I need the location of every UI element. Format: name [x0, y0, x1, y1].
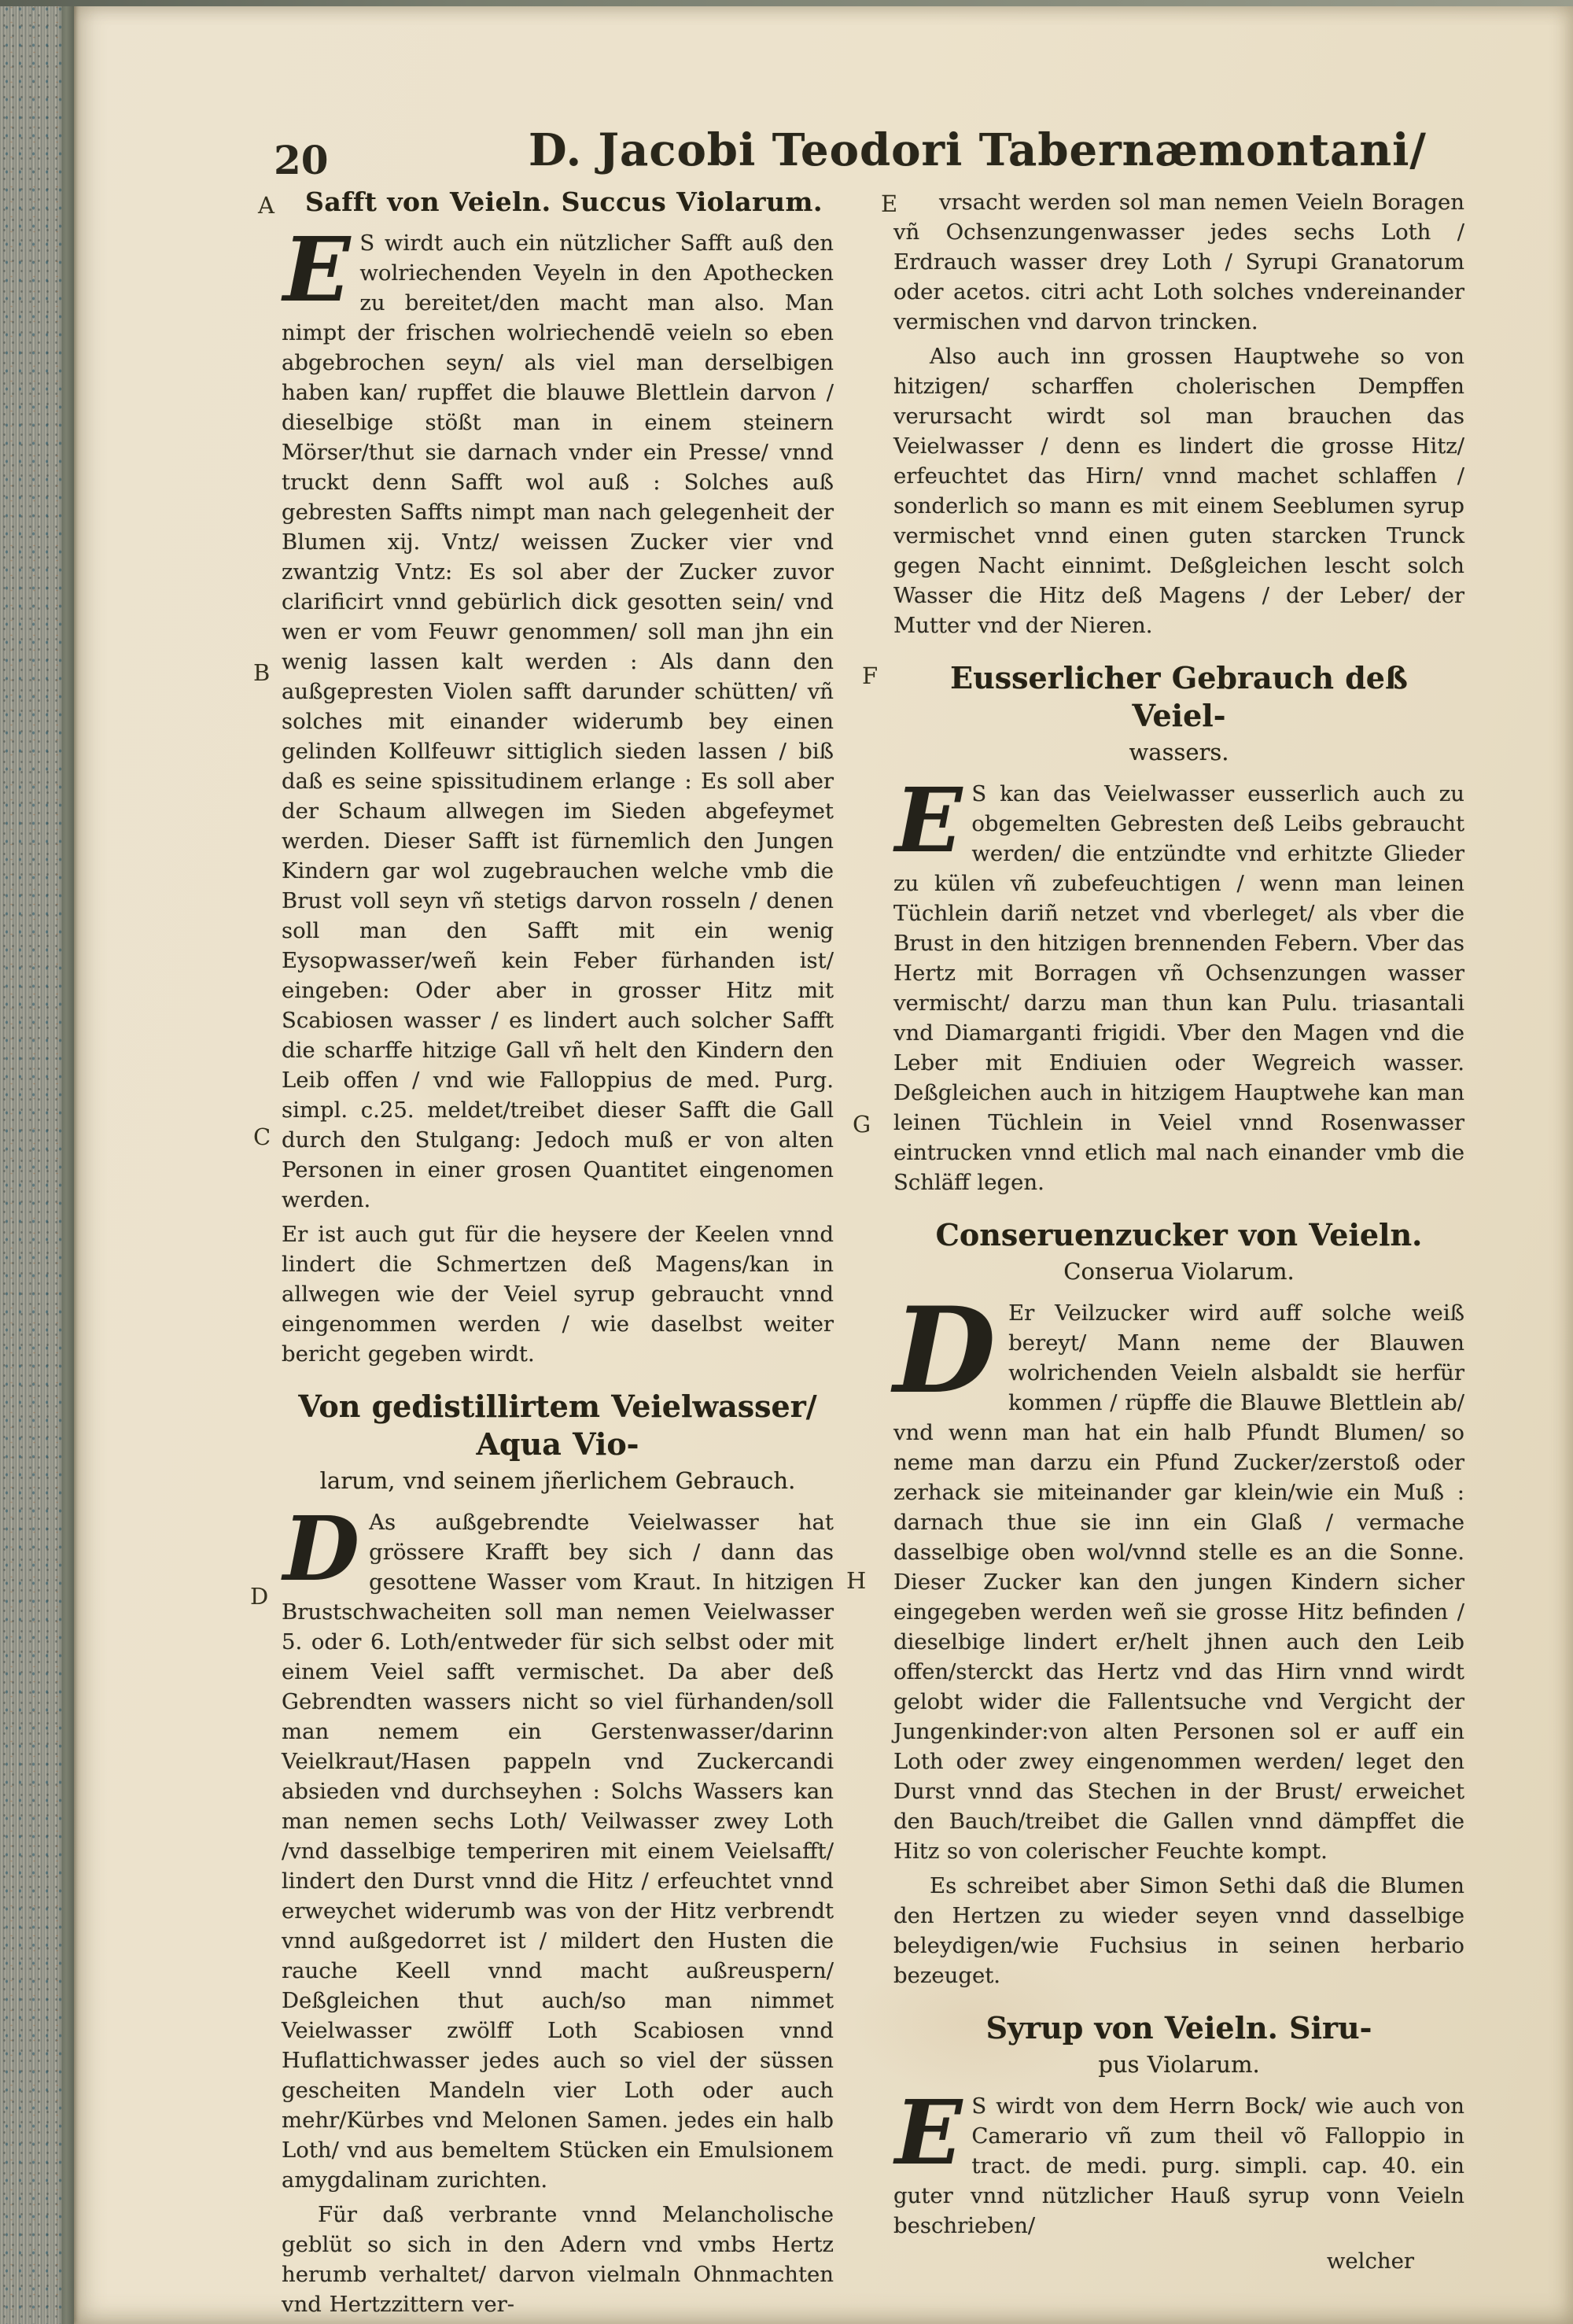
- paragraph-hauptwehe: Also auch inn grossen Hauptwehe so von hitzigen/ scharffen cholerischen Dempffen verursacht wirdt sol man brauchen das Veielwasser / denn es lindert die grosse Hitz/ erfeuchtet das Hirn/ vnnd machet schlaffen / sonderlich so mann es mit einem Seeblumen syrup vermischet vnnd einen guten starcken Trunck gegen Nacht einnimt. Deßgleichen lescht solch Wasser die Hitz deß Magens / der Leber/ der Mutter vnd der Nieren.: [893, 344, 1464, 638]
- margin-letter-h: H: [846, 1567, 867, 1594]
- left-column: [282, 187, 834, 2324]
- margin-letter-f: F: [862, 662, 879, 689]
- page-edge-line: [61, 0, 74, 2324]
- margin-letter-e: E: [881, 190, 898, 217]
- paragraph-continuation-boragen: vrsacht werden sol man nemen Veieln Boragen vñ Ochsenzungenwasser jedes sechs Loth / Erdrauch wasser drey Loth / Syrupi Granatorum oder acetos. citri acht Loth solches vndereinander vermischen vnd darvon trincken.: [893, 190, 1464, 334]
- paragraph-veielwasser: [282, 1498, 834, 2195]
- drop-cap-initial-e2: E: [895, 769, 963, 872]
- paragraph-melancholisch-gebluet: Für daß verbrante vnnd Melancholische geblüt so sich in den Adern vnd vmbs Hertz herumb verhaltet/ darvon vielmaln Ohnmachten vnd Hertzzittern ver-: [282, 2202, 834, 2317]
- margin-letter-a: A: [258, 192, 274, 219]
- paragraph-veielwasser-text: As außgebrendte Veielwasser hat grössere Krafft bey sich / dann das gesottene Wasser vom Kraut. In hitzigen Brustschwacheiten soll man nemen Veielwasser 5. oder 6. Loth/entweder für sich selbst oder mit einem Veiel safft vermischet. Da aber deß Gebrendten wassers nicht so viel fürhanden/soll man nemem ein Gerstenwasser/darinn Veielkraut/Hasen pappeln vnd Zuckercandi absieden vnd durchseyhen : Solchs Wassers kan man nemen sechs Loth/ Veilwasser zwey Loth /vnd dasselbige temperiren mit einem Veielsafft/ lindert den Durst vnnd die Hitz / erfeuchtet vnnd erweychet widerumb was von der Hitz verbrendt vnnd außgedorret ist / mildert den Husten die rauche Keell vnnd macht außreuspern/ Deßgleichen thut auch/so man nimmet Veielwasser zwölff Loth Scabiosen vnnd Huflattichwasser jedes auch so viel der süssen gescheiten Mandeln vier Loth oder auch mehr/Kürbes vnd Melonen Samen. jedes ein halb Loth/ vnd aus bemeltem Stücken ein Emulsionem amygdalinam zurichten.: [282, 1510, 834, 2193]
- section-heading-syrup-line1: Syrup von Veieln. Siru-: [985, 2010, 1372, 2045]
- section-heading-eusserlicher-gebrauch-line1: Eusserlicher Gebrauch deß Veiel-: [950, 660, 1408, 733]
- margin-letter-g: G: [853, 1111, 871, 1138]
- margin-letter-d: D: [250, 1583, 269, 1610]
- catchword: welcher: [1326, 2248, 1414, 2274]
- paragraph-eusserlicher-gebrauch: [893, 769, 1464, 1197]
- drop-cap-initial-e: E: [283, 219, 351, 322]
- paragraph-eusserlicher-gebrauch-text: S kan das Veielwasser eusserlich auch zu obgemelten Gebresten deß Leibs gebraucht werden/ die entzündte vnd erhitzte Glieder zu külen vñ zubefeuchtigen / wenn man leinen Tüchlein dariñ netzet vnd vberleget/ als vber die Brust in den hitzigen brennenden Febern. Vber das Hertz mit Borragen vñ Ochsenzungen wasser vermischt/ darzu man thun kan Pulu. triasantali vnd Diamarganti frigidi. Vber den Magen vnd die Leber mit Endiuien oder Wegreich wasser. Deßgleichen auch in hitzigem Hauptwehe kan man leinen Tüchlein in Veiel vnnd Rosenwasser eintrucken vnnd etlich mal nach einander vmb die Schläff legen.: [893, 781, 1464, 1195]
- paragraph-syrup: [893, 2082, 1464, 2241]
- margin-letter-c: C: [253, 1123, 271, 1150]
- paragraph-safft-recipe: [282, 219, 834, 1215]
- section-heading-veielwasser-line1: Von gedistillirtem Veielwasser/ Aqua Vio-: [298, 1389, 817, 1462]
- paragraph-syrup-text: S wirdt von dem Herrn Bock/ wie auch von Camerario vñ zum theil võ Falloppio in tract. de medi. purg. simpli. cap. 40. ein guter vnnd nützlicher Hauß syrup vonn Veieln beschrieben/: [893, 2093, 1464, 2238]
- paragraph-safft-recipe-text: S wirdt auch ein nützlicher Safft auß den wolriechenden Veyeln in den Apothecken zu bereitet/den macht man also. Man nimpt der frischen wolriechendē veieln so eben abgebrochen seyn/ als viel man derselbigen haben kan/ rupffet die blauwe Blettlein darvon / dieselbige stößt man in einem steinern Mörser/thut sie darnach vnder ein Presse/ vnnd truckt denn Safft wol auß : Solches auß gebresten Saffts nimpt man nach gelegenheit der Blumen xij. Vntz/ weissen Zucker vier vnd zwantzig Vntz: Es sol aber der Zucker zuvor clarificirt vnnd gebürlich dick gesotten sein/ vnd wen er vom Feuwr genommen/ soll man jhn ein wenig lassen kalt werden : Als dann den außgepresten Violen safft darunder schütten/ vñ solches mit einander widerumb bey einen gelinden Kollfeuwr sittiglich sieden lassen / biß daß es seine spissitudinem erlange : Es soll aber der Schaum allwegen im Sieden abgefeymet werden. Dieser Safft ist fürnemlich den Jungen Kindern gar wol zugebrauchen welche vmb die Brust voll seyn vñ stetigs darvon rosseln / denen soll man den Safft mit ein wenig Eysopwasser/weñ kein Feber fürhanden ist/ eingeben: Oder aber in grosser Hitz mit Scabiosen wasser / es lindert auch solcher Safft die scharffe hitzige Gall vñ helt den Kindern den Leib offen / vnd wie Falloppius de med. Purg. simpl. c.25. meldet/treibet dieser Safft die Gall durch den Stulgang: Jedoch muß er von alten Personen in einer grosen Quantitet eingenomen werden.: [282, 231, 834, 1212]
- paragraph-simon-sethi: Es schreibet aber Simon Sethi daß die Blumen den Hertzen zu wieder seyen vnnd dasselbige beleydigen/wie Fuchsius in seinen herbario bezeuget.: [893, 1873, 1464, 1988]
- margin-letter-b: B: [253, 659, 271, 686]
- section-heading-conseruenzucker-line1: Conseruenzucker von Veieln.: [935, 1217, 1423, 1252]
- drop-cap-initial-d: D: [283, 1498, 360, 1601]
- scan-top-edge: [0, 0, 1573, 6]
- paragraph-keelen-heysere: Er ist auch gut für die heysere der Keelen vnnd lindert die Schmertzen deß Magens/kan in allwegen wie der Veiel syrup gebraucht vnnd eingenommen werden / wie daselbst weiter bericht gegeben wirdt.: [282, 1222, 834, 1367]
- section-heading-eusserlicher-gebrauch-line2: wassers.: [1129, 739, 1229, 765]
- drop-cap-initial-e3: E: [895, 2082, 963, 2185]
- book-fore-edge-texture: [0, 0, 61, 2324]
- running-header: D. Jacobi Teodori Tabernæmontani/: [529, 124, 1427, 176]
- right-column: [893, 187, 1464, 2277]
- section-heading-veielwasser-line2: larum, vnd seinem jñerlichem Gebrauch.: [319, 1467, 796, 1494]
- section-heading-conseruenzucker-line2: Conserua Violarum.: [1063, 1258, 1295, 1285]
- section-heading-syrup-line2: pus Violarum.: [1098, 2051, 1260, 2078]
- paragraph-veilzucker: [893, 1282, 1464, 1866]
- section-heading-safft-von-veieln: Safft von Veieln. Succus Violarum.: [305, 186, 823, 217]
- page-number: 20: [274, 137, 329, 183]
- paragraph-veilzucker-text: Er Veilzucker wird auff solche weiß bereyt/ Mann neme der Blauwen wolrichenden Veieln alsbaldt sie herfür kommen / rüpffe die Blauwe Blettlein ab/ vnd wenn man hat ein halb Pfundt Blumen/ so neme man darzu ein Pfund Zucker/zerstoß oder zerhack sie miteinander gar klein/wie ein Muß : darnach thue sie inn ein Glaß / vermache dasselbige oben wol/vnnd stelle es an die Sonne. Dieser Zucker kan den jungen Kindern sicher eingegeben werden weñ sie grosse Hitz befinden / dieselbige lindert er/helt jhnen auch den Leib offen/sterckt das Hertz vnd das Hirn vnnd wirdt gelobt wider die Fallentsuche vnd Vergicht der Jungenkinder:von alten Personen sol er auff ein Loth oder zwey eingenommen werden/ leget den Durst vnnd das Stechen in der Brust/ erweichet den Bauch/treibet die Gallen vnnd dämpffet die Hitz so von colerischer Feuchte kompt.: [893, 1300, 1464, 1864]
- drop-cap-initial-d2: D: [893, 1282, 996, 1420]
